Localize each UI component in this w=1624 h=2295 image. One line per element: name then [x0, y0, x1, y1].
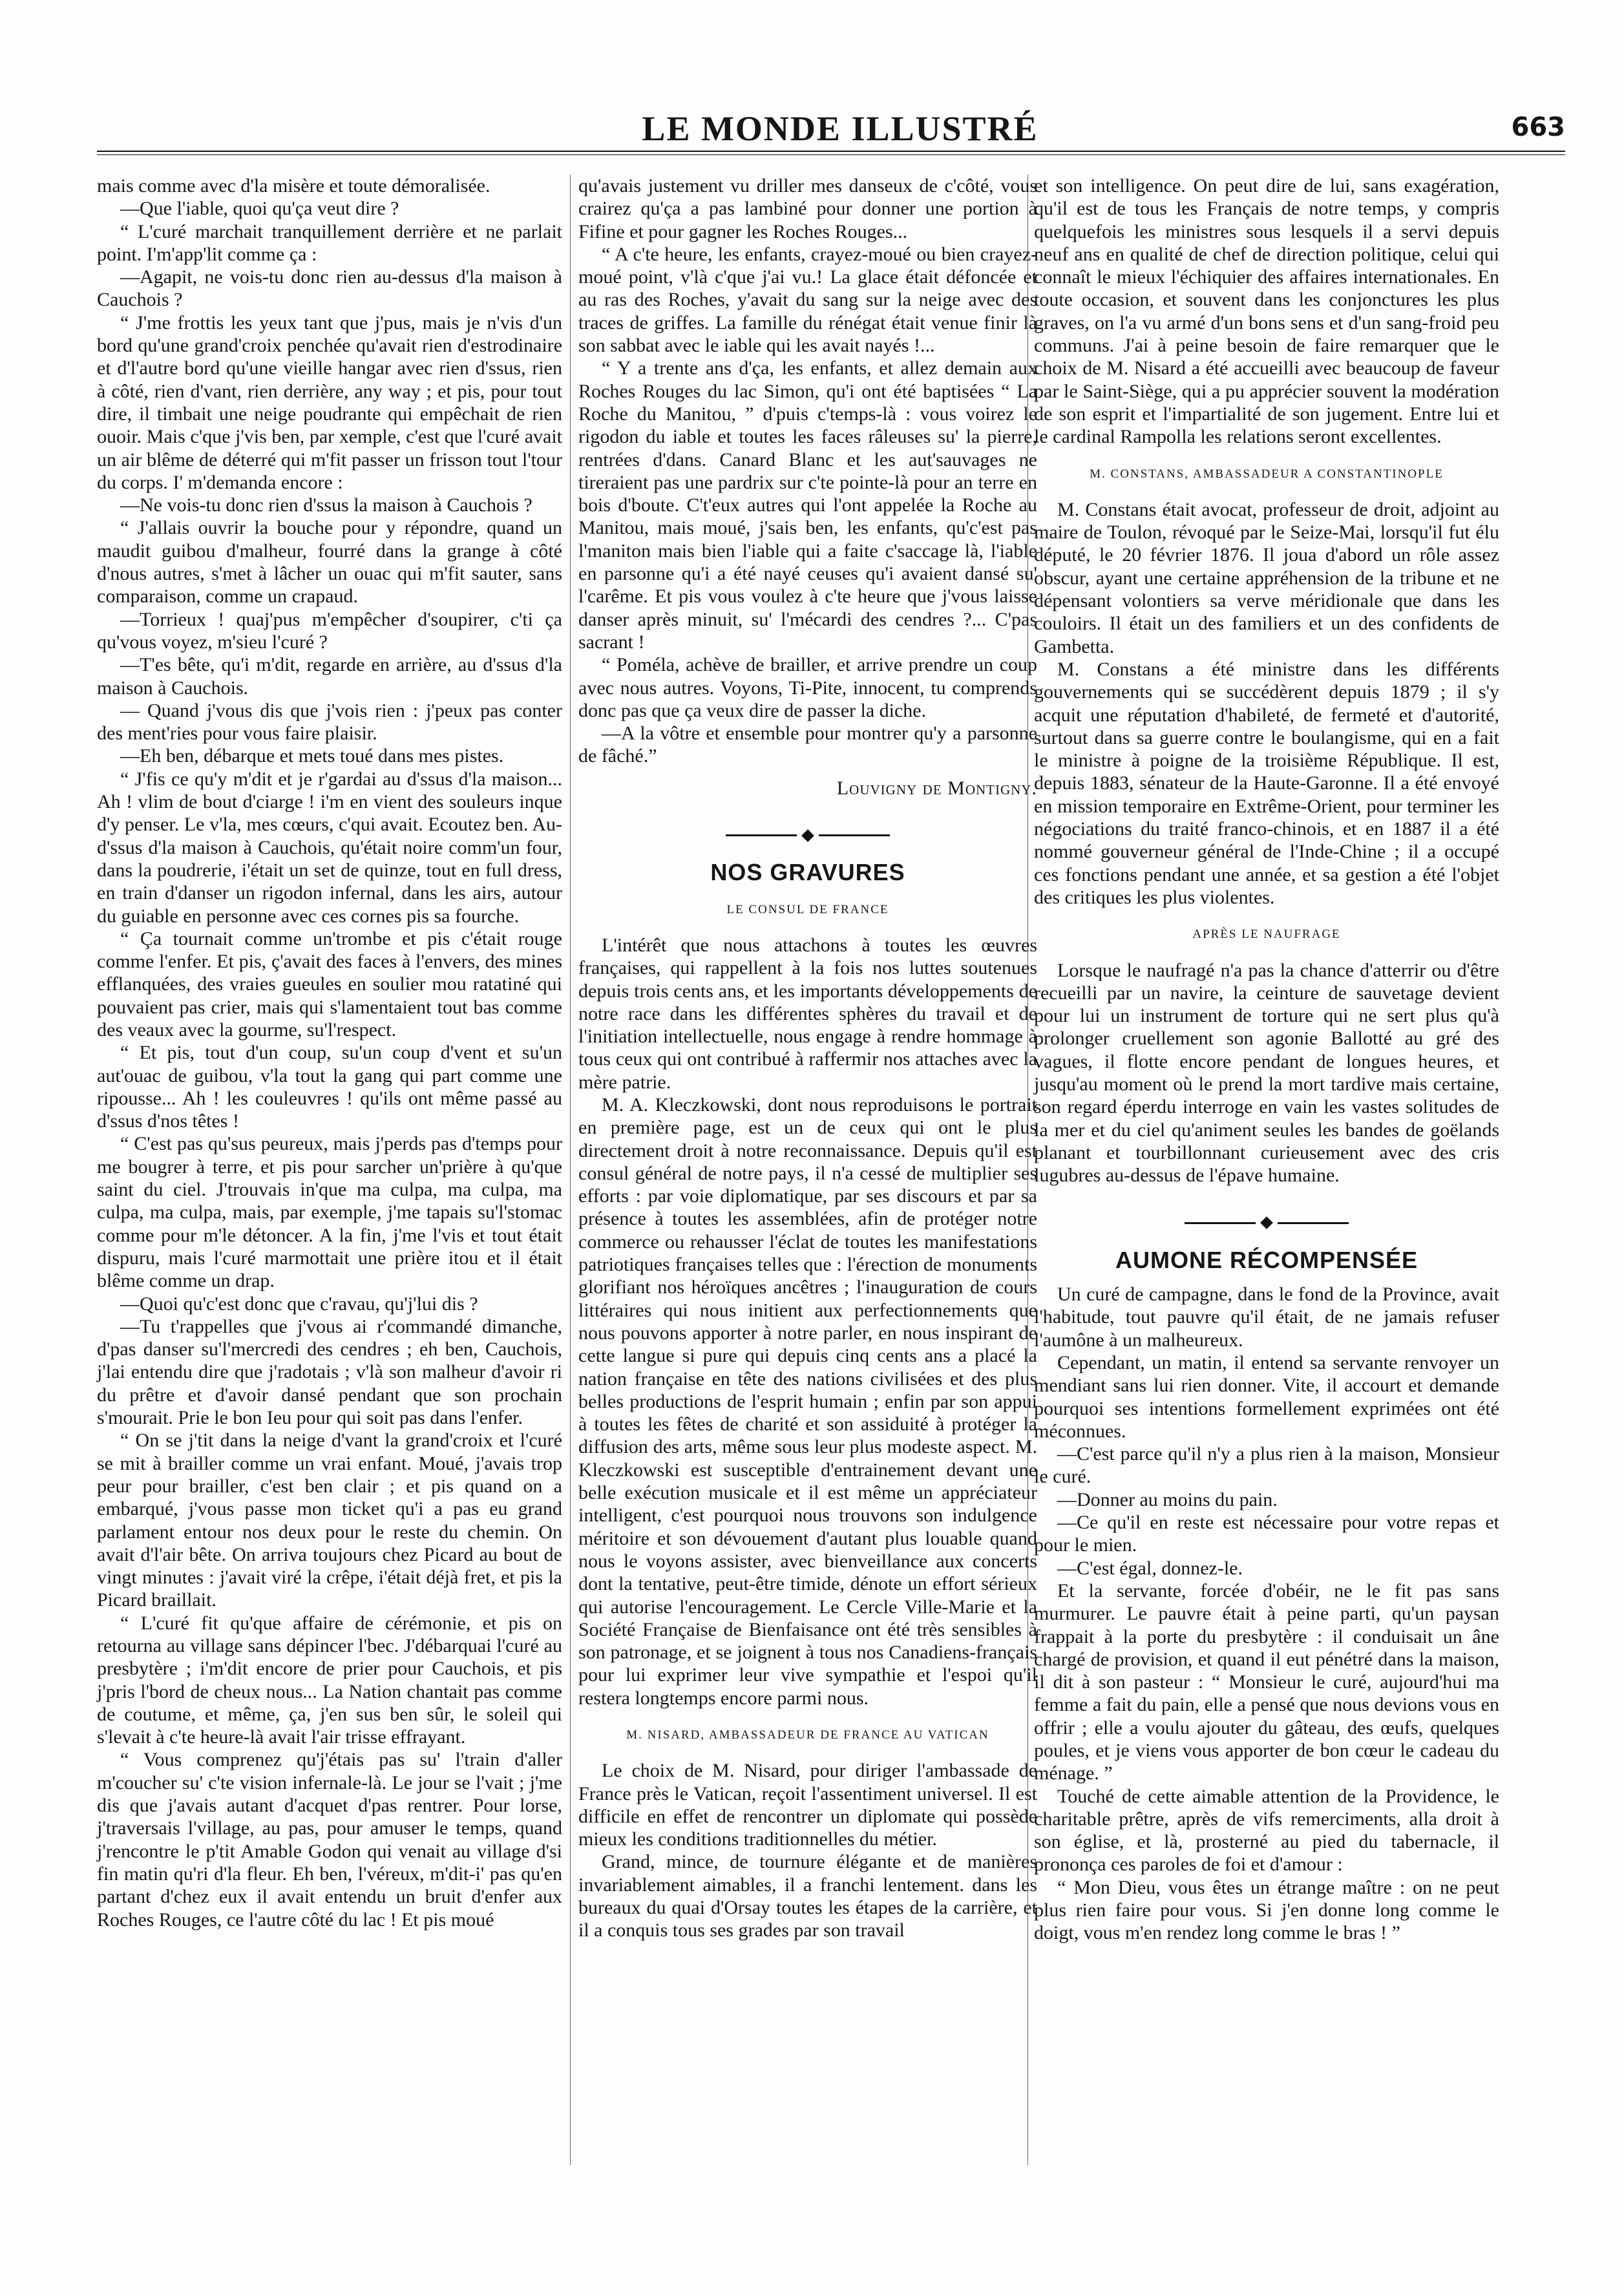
section-ornament-2	[1034, 1210, 1499, 1232]
paragraph: “ A c'te heure, les enfants, crayez-moué ou bien crayez-moué point, v'là c'que j'ai vu.! La glace était défoncée et au ras des Roches, y'avait du sang sur la neige avec des traces de griffes. La famille du rénégat était venue finir là son sabbat avec le iable qui les avait nayés !...	[578, 243, 1037, 357]
section-ornament	[578, 823, 1037, 845]
paragraph: et son intelligence. On peut dire de lui, sans exagération, qu'il est de tous les Français de notre temps, y compris quelquefois les ministres sous lesquels il a servi depuis neuf ans en qualité de chef de direction politique, celui qui connaît le mieux l'échiquier des affaires internationales. En toute occasion, et souvent dans les conjonctures les plus graves, on l'a vu armé d'un bons sens et d'un sang-froid peu communs. J'ai à peine besoin de faire remarquer que le choix de M. Nisard a été accueilli avec beaucoup de faveur par le Saint-Siège, qui a pu apprécier souvent la modération de son esprit et l'impartialité de son jugement. Entre lui et le cardinal Rampolla les relations seront excellentes.	[1034, 175, 1499, 448]
paragraph: “ Poméla, achève de brailler, et arrive prendre un coup avec nous autres. Voyons, Ti-Pite, innocent, tu comprends donc pas que ça veux dire de passer la diche.	[578, 654, 1037, 721]
paragraph: Grand, mince, de tournure élégante et de manières invariablement aimables, il a franchi lentement. dans les bureaux du quai d'Orsay toutes les étapes de la carrière, et il a conquis tous ses grades par son travail	[578, 1851, 1037, 1941]
article-nisard-continued	[1034, 175, 1499, 449]
paragraph: Lorsque le naufragé n'a pas la chance d'atterrir ou d'être recueilli par un navire, la ceinture de sauvetage devient pour lui un instrument de torture qui ne sert plus qu'à prolonger cruellement son agonie Ballotté au gré des vagues, il flotte encore pendant de longues heures, et jusqu'au moment où le prend la mort tardive mais certaine, son regard éperdu interroge en vain les vastes solitudes de la mer et du ciel qu'animent seules les bandes de goëlands planant et tourbillonnant curieusement avec des cris lugubres au-dessus de l'épave humaine.	[1034, 959, 1499, 1187]
paragraph: “ J'allais ouvrir la bouche pour y répondre, quand un maudit guibou d'malheur, fourré dans la grange à côté d'nous autres, s'met à lâcher un ouac qui m'fit sauter, sans comparaison, comme un crapaud.	[97, 517, 562, 608]
paragraph: Le choix de M. Nisard, pour diriger l'ambassade de France près le Vatican, reçoit l'assentiment universel. Il est difficile en effet de rencontrer un diplomate qui possède mieux les conditions traditionnelles du métier.	[578, 1760, 1037, 1850]
paragraph: “ Mon Dieu, vous êtes un étrange maître : on ne peut plus rien faire pour vous. Si j'en donne long comme le doigt, vous m'en rendez long comme le bras ! ”	[1034, 1876, 1499, 1944]
column-3	[1034, 175, 1499, 1945]
author-signature: Louvigny de Montigny.	[836, 777, 1037, 799]
paragraph: “ C'est pas qu'sus peureux, mais j'perds pas d'temps pour me bougrer à terre, et pis pour sarcher un'prière à qu'que saint du ciel. J'trouvais in'que ma culpa, ma culpa, ma culpa, ma culpa, mais, par exemple, j'me tapais su'l'stomac comme pour m'le détoncer. A la fin, j'me l'vis et tout était dispuru, mais l'curé marmottait une prière itou et il était blême comme un drap.	[97, 1133, 562, 1292]
paragraph: —Quoi qu'c'est donc que c'ravau, qu'j'lui dis ?	[120, 1293, 478, 1315]
paragraph: “ Y a trente ans d'ça, les enfants, et allez demain aux Roches Rouges du lac Simon, qu'i ont été baptisées “ La Roche du Manitou, ” d'puis c'temps-là : vous voirez le rigodon du iable et toutes les faces râleuses su' la pierre, rentrées d'dans. Canard Blanc et les aut'sauvages ne tireraient pas une pardrix sur c'te pointe-là pour an terre en bois d'boute. C't'eux autres qui l'ont appelée la Roche au Manitou, mais moué, j'sais ben, les enfants, qu'c'est pas l'maniton mais bien l'iable qui a faite c'saccage là, l'iable en parsonne qu'i a été nayé ceuses qu'i avaient dansé su' l'carême. Et pis vous voulez à c'te heure que j'vous laisse danser après minuit, su' l'mécardi des cendres ?... C'pas sacrant !	[578, 357, 1037, 653]
page-number: 663	[1511, 112, 1565, 142]
paragraph: —C'est parce qu'il n'y a plus rien à la maison, Monsieur le curé.	[1034, 1443, 1499, 1488]
masthead-rule	[97, 151, 1565, 155]
article-constans	[1034, 498, 1499, 909]
paragraph: “ On se j'tit dans la neige d'vant la grand'croix et l'curé se mit à brailler comme un vrai enfant. Moué, j'avais trop peur pour brailler, c'est ben clair ; et pis quand on a embarqué, j'vous passe mon ticket qu'i a pas eu grand parlament entour nos deux pour le reste du chemin. On avait d'l'air bête. On arriva toujours chez Picard au bout de vingt minutes : j'avait viré la crêpe, i'était déjà fret, et pis la Picard braillait.	[97, 1430, 562, 1611]
paragraph: —Tu t'rappelles que j'vous ai r'commandé dimanche, d'pas danser su'l'mercredi des cendres ; eh ben, Cauchois, j'lai entendu dire que j'radotais ; v'là son malheur d'avoir ri du prêtre et d'avoir dansé pendant que son prochain s'mourait. Prie le bon Ieu pour qui soit pas dans l'enfer.	[97, 1315, 562, 1429]
paragraph: Et la servante, forcée d'obéir, ne le fit pas sans murmurer. Le pauvre était à peine parti, qu'un paysan frappait à la porte du presbytère : il conduisait un âne chargé de provision, et quand il eut pénétré dans la maison, il dit à son pasteur : “ Monsieur le curé, aujourd'hui ma femme a fait du pain, elle a pensé que nous devions vous en offrir ; elle a voulu ajouter du gâteau, des œufs, quelques poules, et je viens vous apporter de bon cœur le cadeau du ménage. ”	[1034, 1580, 1499, 1784]
masthead	[97, 109, 1583, 147]
article-consul	[578, 934, 1037, 1709]
section-title-aumone: AUMONE RÉCOMPENSÉE	[1115, 1246, 1418, 1273]
article-aumone	[1034, 1283, 1499, 1945]
masthead-title: LE MONDE ILLUSTRÉ	[642, 109, 1039, 148]
column-1	[97, 175, 562, 1931]
paragraph: M. Constans était avocat, professeur de droit, adjoint au maire de Toulon, révoqué par le Seize-Mai, lorsqu'il fut élu député, le 20 février 1876. Il joua d'abord un rôle assez obscur, ayant une certaine appréhension de la tribune et ne dépensant volontiers sa verve méridionale que dans les couloirs. Il était un des familiers et un des confidents de Gambetta.	[1034, 498, 1499, 657]
paragraph: —Ne vois-tu donc rien d'ssus la maison à Cauchois ?	[120, 494, 533, 516]
paragraph: —Eh ben, débarque et mets toué dans mes pistes.	[120, 745, 504, 767]
paragraph: —C'est égal, donnez-le.	[1057, 1557, 1243, 1579]
paragraph: Touché de cette aimable attention de la Providence, le charitable prêtre, après de vifs remerciments, alla droit à son église, et là, prosterné au pied du tabernacle, il prononça ces paroles de foi et d'amour :	[1034, 1785, 1499, 1876]
paragraph: mais comme avec d'la misère et toute démoralisée.	[97, 175, 490, 196]
subhead-naufrage: APRÈS LE NAUFRAGE	[1192, 927, 1341, 942]
story-continuation	[578, 175, 1037, 768]
paragraph: —Torrieux ! quaj'pus m'empêcher d'soupirer, c'ti ça qu'vous voyez, m'sieu l'curé ?	[97, 608, 562, 653]
paragraph: Un curé de campagne, dans le fond de la Province, avait l'habitude, tout pauvre qu'il était, de ne jamais refuser l'aumône à un malheureux.	[1034, 1284, 1499, 1351]
paragraph: “ Ça tournait comme un'trombe et pis c'était rouge comme l'enfer. Et pis, ç'avait des faces à l'envers, des mines efflanquées, des vraies gueules en soulier mou ratatiné qui pouvaient pas crier, mais qui s'lamentaient tout bas comme des veaux avec la gourme, su'l'respect.	[97, 927, 562, 1041]
article-nisard	[578, 1759, 1037, 1941]
subhead-constans: M. CONSTANS, AMBASSADEUR A CONSTANTINOPLE	[1090, 467, 1444, 481]
subhead-nisard: M. NISARD, AMBASSADEUR DE FRANCE AU VATICAN	[626, 1728, 989, 1742]
paragraph: M. Constans a été ministre dans les différents gouvernements qui se succédèrent depuis 1879 ; il s'y acquit une réputation d'habileté, de fermeté et d'autorité, surtout dans sa guerre contre le boulangisme, qui en a fait le ministre à poigne de la troisième République. Il est, depuis 1883, sénateur de la Haute-Garonne. Il a été envoyé en mission temporaire en Extrême-Orient, pour terminer les négociations du traité franco-chinois, et en 1887 il a été nommé gouverneur général de l'Inde-Chine ; il a occupé ces fonctions pendant une année, et sa gestion a été l'objet des critiques les plus violentes.	[1034, 658, 1499, 908]
paragraph: qu'avais justement vu driller mes danseux de c'côté, vous crairez qu'ça a pas lambiné pour donner une portion à Fifine et pour gagner les Roches Rouges...	[578, 175, 1037, 242]
paragraph: “ J'me frottis les yeux tant que j'pus, mais je n'vis d'un bord qu'une grand'croix penchée qu'avait rien d'estrodinaire et d'l'autre bord qu'une vieille hangar avec rien d'ssus, rien à côté, rien d'vant, rien derrière, any way ; et pis, pour tout dire, il timbait une neige poudrante qui empêchait de rien ouoir. Mais c'que j'vis ben, par xemple, c'est que l'curé avait un air blême de déterré qui m'fit passer un frisson tout l'tour du corps. I' m'demanda encore :	[97, 312, 562, 493]
column-2	[578, 175, 1037, 1942]
subhead-consul: LE CONSUL DE FRANCE	[726, 902, 889, 916]
paragraph: L'intérêt que nous attachons à toutes les œuvres françaises, qui rappellent à la fois nos luttes soutenues depuis trois cents ans, et les importants développements de notre race dans les différentes sphères du travail et de l'initiation intellectuelle, nous engage à rendre hommage à tous ceux qui ont contribué à raffermir nos attaches avec la mère patrie.	[578, 934, 1037, 1093]
paragraph: —Ce qu'il en reste est nécessaire pour votre repas et pour le mien.	[1034, 1512, 1499, 1556]
paragraph: “ Et pis, tout d'un coup, su'un coup d'vent et su'un aut'ouac de guibou, v'la tout la gang qui part comme une ripousse... Ah ! les couleuvres ! qu'ils ont même passé au d'ssus d'nos têtes !	[97, 1042, 562, 1132]
paragraph: “ Vous comprenez qu'j'étais pas su' l'train d'aller m'coucher su' c'te vision infernale-là. Le jour se l'vait ; j'me dis que j'avais autant d'acquet d'pas rentrer. Pour lorse, j'traversais l'village, au pas, pour amuser le temps, quand j'rencontre le p'tit Amable Godon qui venait au village d'si fin matin qu'ri d'la fleur. Eh ben, l'véreux, m'dit-i' pas qu'en partant d'chez eux il avait entendu un bruit d'enfer aux Roches Rouges, ce l'autre côté du lac ! Et pis moué	[97, 1749, 562, 1930]
paragraph: —Agapit, ne vois-tu donc rien au-dessus d'la maison à Cauchois ?	[97, 266, 562, 311]
paragraph: M. A. Kleczkowski, dont nous reproduisons le portrait en première page, est un de ceux qui ont le plus directement droit à notre reconnaissance. Depuis qu'il est consul général de notre pays, il n'a cessé de multiplier ses efforts : par voie diplomatique, par ses discours et par sa présence à toutes les assemblées, afin de protéger notre commerce ou rehausser l'éclat de toutes les manifestations patriotiques françaises telles que : l'érection de monuments glorifiant nos héroïques ancêtres ; l'inauguration de cours littéraires qui nous initient aux perfectionnements que nous pouvons apporter à notre parler, en nous inspirant de cette langue si pure qui depuis cinq cents ans a placé la nation française en tête des nations civilisées et des plus belles productions de l'esprit humain ; enfin par son appui à toutes les fêtes de charité et son assiduité à protéger la diffusion des arts, même sous leur plus modeste aspect. M. Kleczkowski est susceptible d'entrainement devant une belle exécution musicale et il est même un appréciateur intelligent, c'est pourquoi nous trouvons son indulgence méritoire et son dévouement d'autant plus louable quand nous le voyons assister, avec bienveillance aux concerts dont la tentative, peut-être timide, dénote un effort sérieux qui autorise l'encouragement. Le Cercle Ville-Marie et la Société Française de Bienfaisance ont été très sensibles à son patronage, et se joignent à tous nos Canadiens-français pour lui exprimer leur vive sympathie et l'espoi qu'il restera longtemps encore parmi nous.	[578, 1094, 1037, 1709]
paragraph: “ L'curé marchait tranquillement derrière et ne parlait point. I'm'app'lit comme ça :	[97, 220, 562, 265]
paragraph: —A la vôtre et ensemble pour montrer qu'y a parsonne de fâché.”	[578, 723, 1037, 767]
paragraph: —Que l'iable, quoi qu'ça veut dire ?	[120, 198, 399, 220]
section-title-nos-gravures: NOS GRAVURES	[710, 859, 905, 886]
paragraph: “ J'fis ce qu'y m'dit et je r'gardai au d'ssus d'la maison... Ah ! vlim de bout d'ciarge ! i'm en vient des souleurs inque d'y penser. Le v'la, mes cœurs, c'qui avait. Ecoutez ben. Au-d'ssus d'la maison à Cauchois, qu'était noire comm'un four, dans la poudrerie, i'était un set de quinze, tout en full dress, en train d'danser un rigodon infernal, dans les airs, autour du guiable en personne avec ces cornes pis sa fourche.	[97, 768, 562, 927]
article-naufrage	[1034, 959, 1499, 1187]
paragraph: Cependant, un matin, il entend sa servante renvoyer un mendiant sans lui rien donner. Vite, il accourt et demande pourquoi ses intentions formellement exprimées ont été méconnues.	[1034, 1351, 1499, 1442]
column-rule-1	[570, 175, 571, 2165]
paragraph: —T'es bête, qu'i m'dit, regarde en arrière, au d'ssus d'la maison à Cauchois.	[97, 654, 562, 699]
paragraph: — Quand j'vous dis que j'vois rien : j'peux pas conter des ment'ries pour vous faire plaisir.	[97, 699, 562, 745]
paragraph: “ L'curé fit qu'que affaire de cérémonie, et pis on retourna au village sans dépincer l'bec. J'débarquai l'curé au presbytère ; i'm'dit encore de prier pour Cauchois, et pis j'pris l'bord de cheux nous... La Nation chantait pas comme de coutume, et même, ça, j'en sus ben sûr, le soleil qui s'levait à c'te heure-là avait l'air trisse effrayant.	[97, 1612, 562, 1748]
paragraph: —Donner au moins du pain.	[1057, 1488, 1278, 1510]
